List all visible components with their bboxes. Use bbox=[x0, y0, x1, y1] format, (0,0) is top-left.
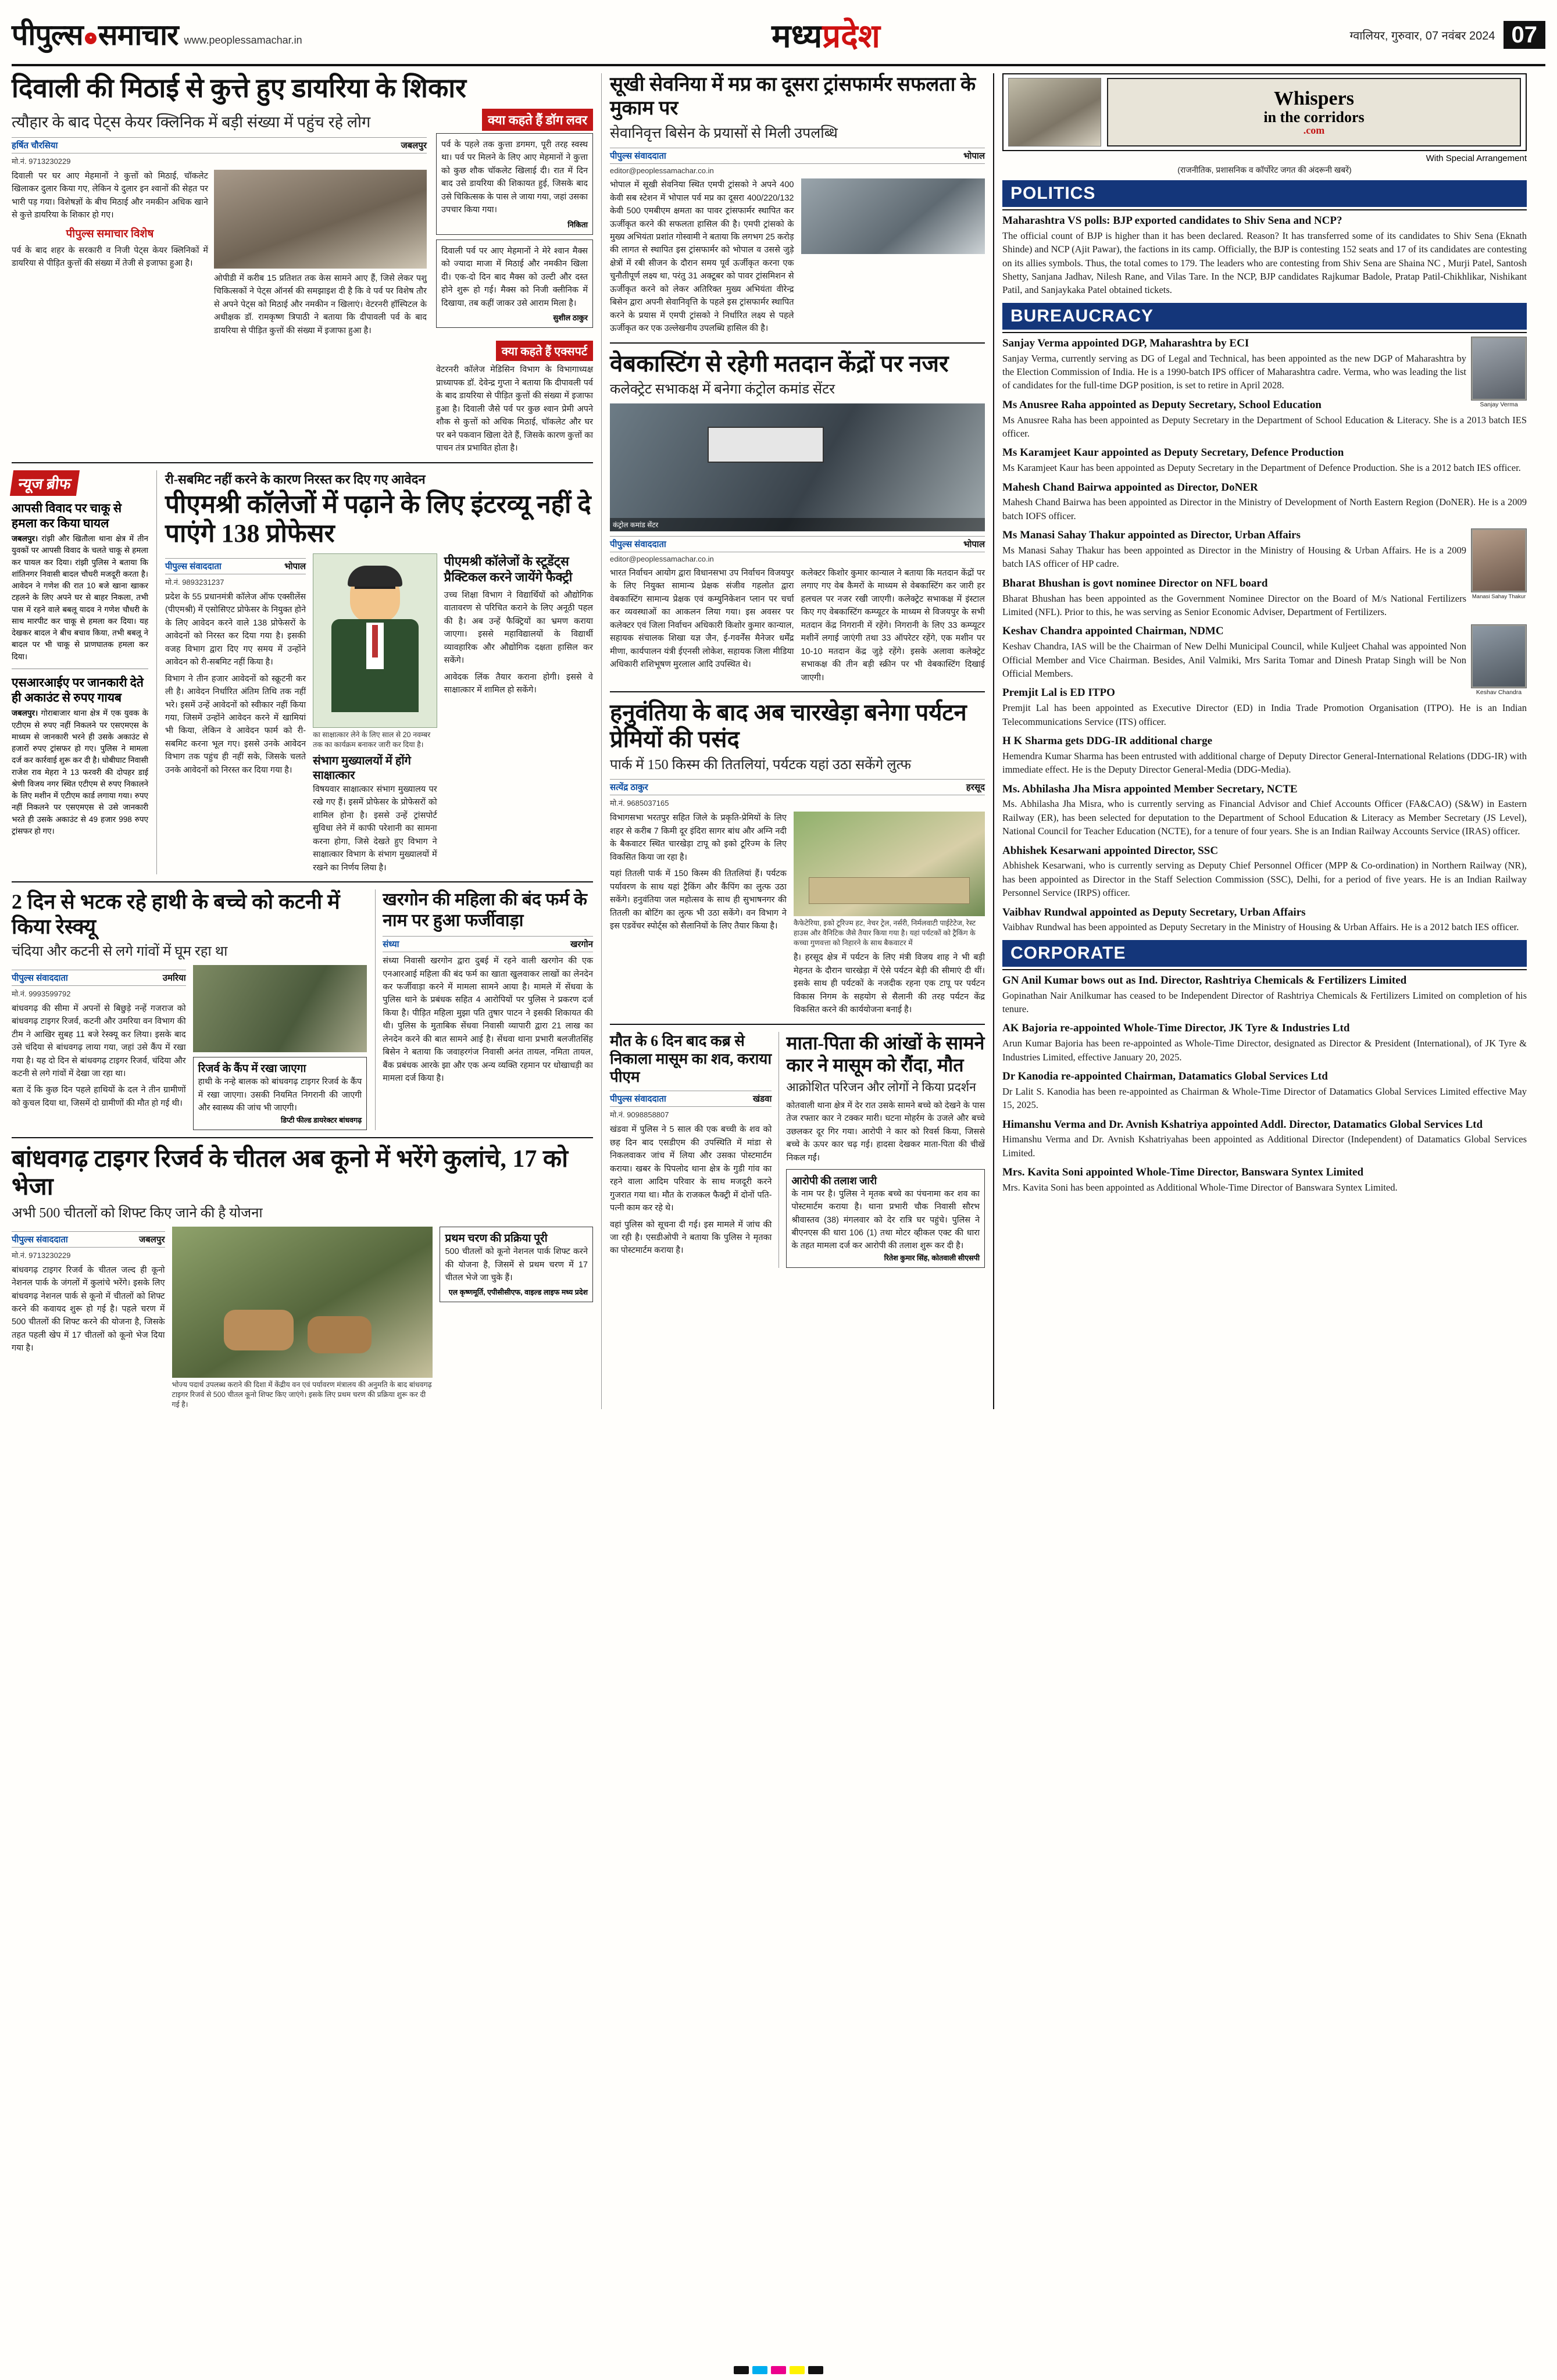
section-politics-flag: POLITICS bbox=[1002, 180, 1527, 207]
expert-box-title: क्या कहते हैं एक्सपर्ट bbox=[496, 341, 593, 361]
brief-1-text: रांझी और खितौला थाना क्षेत्र में तीन युवकों पर आपसी विवाद के चलते चाकू से हमला कर घायल कर दिया। रांझी पुलिस ने बताया कि शांतिनगर निवासी बादल चौधरी मजदूरी करता है। आवेदन ने गणेश की रात 10 बजे खाना खाकर टहलने के लिए अपने घर से बाहर निकला, तभी पास में रहने वाले बबलू यादव ने गणेश चौधरी के साथ मारपीट कर चाकू से हमला कर दिया। यह देखकर बादल ने बीच बचाव किया, तभी बबलू ने बादल पर भी चाकू से प्राणघातक हमला कर दिया। bbox=[12, 534, 148, 661]
corporate-item-2-body: Dr Lalit S. Kanodia has been re-appointed as Chairman & Whole-Time Director of Datamatics Global Services Limited effective May 15, 2025. bbox=[1002, 1085, 1527, 1111]
cheetal-para-1: बांधवगढ़ टाइगर रिजर्व के चीतल जल्द ही कूनो नेशनल पार्क के जंगलों में कुलांचे भरेंगे। इसके लिए बांधवगढ़ नेशनल पार्क से कूनो में चीतलों को शिफ्ट करने की कवायद शुरू हो गई है। पहले चरण में 500 चीतलों की शिफ्ट करने की योजना है, जिसके तहत पहली खेप में 17 चीतलों को कूनो भेज दिया गया है। bbox=[12, 1265, 165, 1353]
hanuwantiya-photo bbox=[794, 812, 985, 916]
bureaucracy-item-9-body: Ms. Abhilasha Jha Misra, who is currently serving as Financial Advisor and Chief Accounts Officer (FA&CAO) (S&W) in Eastern Railway (ER), has been selected for deputation to the Department of School Education & Literacy as Member Secretary (JS Level), National Council for Teacher Education (NCTE), for a tenure of four years. She is an Indian Railway Accounts Service (IRAS) officer. bbox=[1002, 798, 1527, 837]
brief-1-location: जबलपुर। bbox=[12, 534, 38, 544]
webcasting-photo bbox=[610, 403, 985, 531]
corporate-item bbox=[1002, 1166, 1527, 1194]
expert-box-text: वेटरनरी कॉलेज मेडिसिन विभाग के विभागाध्यक्ष प्राध्यापक डॉ. देवेन्द्र गुप्ता ने बताया कि दीपावली पर्व के बाद डायरिया से पीड़ित कुत्तों की संख्या में इजाफा हुआ है। दिवाली जैसे पर्व पर कुछ श्वान प्रेमी अपने शौक से कुत्तों को अधिक मिठाई, चॉकलेट और घर पर बने पकवान खिला देते हैं, जिसके कारण कुत्तों का पाचन तंत्र प्रभावित होता है। bbox=[436, 365, 593, 453]
edition-title-part1: मध्य bbox=[772, 19, 823, 55]
sevaniya-email[interactable]: editor@peoplessamachar.co.in bbox=[610, 166, 714, 176]
bureaucracy-item bbox=[1002, 782, 1527, 838]
webcasting-photo-caption: कंट्रोल कमांड सेंटर bbox=[610, 518, 985, 531]
hanuwantiya-contact: मो.नं. 9685037165 bbox=[610, 799, 669, 808]
pmshri-side-text: उच्च शिक्षा विभाग ने विद्यार्थियों को औद्योगिक वातावरण से परिचित कराने के लिए अनूठी पहल की है। अब उन्हें फैक्ट्रियों का भ्रमण कराया जाएगा। इससे महाविद्यालयों के विद्यार्थी व्यावहारिक और औद्योगिक दक्षता हासिल कर सकेंगे। bbox=[444, 590, 593, 666]
bureaucracy-item-2-body: Ms Karamjeet Kaur has been appointed as Deputy Secretary in the Department of Defence Production. She is a 2012 batch IES officer. bbox=[1002, 462, 1521, 474]
sevaniya-byline-location: भोपाल bbox=[963, 151, 985, 162]
corporate-item bbox=[1002, 1070, 1527, 1112]
article-hanuwantiya[interactable] bbox=[610, 699, 985, 1017]
corporate-item bbox=[1002, 974, 1527, 1016]
bureaucracy-item-3-body: Mahesh Chand Bairwa has been appointed as Director in the Ministry of Development of North Eastern Region (DoNER). He is a 2009 batch IOFS officer. bbox=[1002, 496, 1527, 521]
hanuwantiya-para-3: है। हरसूद क्षेत्र में पर्यटन के लिए मंत्री विजय शाह ने भी बड़ी मेहनत के दौरान चारखेड़ा में ऐसे पर्यटन बेड़ी की सीमाएं दी थीं। इसके साथ ही पर्यटकों के नजदीक रहना एक टापू पर पर्यटन विकास निगम के सहयोग से सैलानी की तरह पर्यटन केंद्र विकसित करने की कार्ययोजना बनाई है। bbox=[793, 953, 985, 1015]
masoom-para-2: वहां पुलिस को सूचना दी गई। इस मामले में जांच की जा रही है। एसडीओपी ने बताया कि पुलिस ने मृतका का पोस्टमार्टम कराया है। bbox=[610, 1220, 772, 1256]
bureaucracy-item-11-body: Vaibhav Rundwal has been appointed as Deputy Secretary in the Ministry of Housing & Urban Affairs. He is a 2012 batch IES officer. bbox=[1002, 921, 1519, 933]
elephant-para-2: बता दें कि कुछ दिन पहले हाथियों के दल ने तीन ग्रामीणों को कुचल दिया था, जिसमें दो ग्रामीणों की मौत हो गई थी। bbox=[12, 1085, 186, 1108]
corporate-item-2-head: Dr Kanodia re-appointed Chairman, Datamatics Global Services Ltd bbox=[1002, 1070, 1328, 1083]
cheetal-contact: मो.नं. 9713230229 bbox=[12, 1250, 71, 1260]
pmshri-headline: पीएमश्री कॉलेजों में पढ़ाने के लिए इंटरव्यू नहीं दे पाएंगे 138 प्रोफेसर bbox=[165, 489, 591, 548]
cheetal-headline: बांधवगढ़ टाइगर रिजर्व के चीतल अब कूनो में भरेंगे कुलांचे, 17 को भेजा bbox=[12, 1145, 569, 1201]
hanuwantiya-headline: हनुवंतिया के बाद अब चारखेड़ा बनेगा पर्यटन प्रेमियों की पसंद bbox=[610, 699, 967, 753]
website-url[interactable]: www.peoplessamachar.in bbox=[184, 34, 302, 46]
webcasting-byline bbox=[610, 536, 985, 552]
doglover-box-text: पर्व के पहले तक कुत्ता डगमग, पूरी तरह स्वस्थ था। पर्व पर मिलने के लिए आए मेहमानों ने कुत्ता को कुछ शौक चॉकलेट खिलाई दी। रात में दिन बाद उसे डायरिया की शिकायत हुई, जिसके बाद उसे चिकित्सक के पास ले जाया गया, जहां उसका उपचार किया गया। bbox=[441, 140, 588, 215]
pmshri-byline-name: पीपुल्स संवाददाता bbox=[165, 561, 222, 571]
article-webcasting[interactable] bbox=[610, 351, 985, 684]
bureaucracy-item-9-head: Ms. Abhilasha Jha Misra appointed Member Secretary, NCTE bbox=[1002, 782, 1298, 795]
article-lead-diarrhea[interactable] bbox=[12, 73, 593, 455]
corporate-item-3-head: Himanshu Verma and Dr. Avnish Kshatriya appointed Addl. Director, Datamatics Global Services Ltd bbox=[1002, 1118, 1483, 1131]
article-elephant[interactable] bbox=[12, 889, 367, 1130]
logo-left: पीपुल्स bbox=[12, 19, 83, 51]
elephant-headline: 2 दिन से भटक रहे हाथी के बच्चे को कटनी में किया रेस्क्यू bbox=[12, 890, 340, 939]
article-sevaniya[interactable] bbox=[610, 73, 985, 335]
doglover-author2: सुशील ठाकुर bbox=[553, 313, 588, 323]
logo-right: समाचार bbox=[98, 19, 178, 51]
khargone-para-1: संध्या निवासी खरगोन द्वारा दुबई में रहने वाली खरगोन की एक एनआरआई महिला की बंद फर्म का खाता खुलवाकर लाखों का लेनदेन कर फर्जीवाड़ा करने में मामला सामने आया है। मामले में सेंधवा के पुलिस थाने के प्रबंधक सहित 4 आरोपियों पर पुलिस ने प्रकरण दर्ज किया है। पीड़ित महिला मुझा पति तुषार पाटन ने इसकी शिकायत की थी। पुलिस के मुताबिक सेंधवा निवासी व्यापारी द्वारा 21 लाख का लेनदेन करने की बात सामने आई है। सेंधवा थाना प्रभारी बलजीतसिंह बिसेन ने बताया कि जवाहरगंज निवासी अनंत तायल, नमिता तायल, बैंक प्रबंधक आरके झा और एक अन्य व्यक्ति रहमान पर धोखाधड़ी का मामला दर्ज किया है। bbox=[383, 956, 593, 1084]
lead-contact: मो.नं. 9713230229 bbox=[12, 156, 71, 166]
bureaucracy-item bbox=[1002, 906, 1527, 934]
bureaucracy-item-6-caption: Keshav Chandra bbox=[1476, 689, 1522, 696]
bureaucracy-item bbox=[1002, 577, 1527, 619]
brief-1-body bbox=[12, 533, 148, 663]
pmshri-sub2-head: संभाग मुख्यालयों में होंगे साक्षात्कार bbox=[313, 754, 411, 782]
corporate-item-0-body: Gopinathan Nair Anilkumar has ceased to be Independent Director of Rashtriya Chemicals & Fertilizers Limited on completion of his tenure. bbox=[1002, 989, 1527, 1014]
bureaucracy-item-5-head: Bharat Bhushan is govt nominee Director on NFL board bbox=[1002, 577, 1268, 589]
logo-dot-icon: • bbox=[85, 33, 97, 44]
pmshri-kicker: री-सबमिट नहीं करने के कारण निरस्त कर दिए गए आवेदन bbox=[165, 471, 426, 487]
whispers-logo-line2: in the corridors bbox=[1263, 108, 1365, 126]
pmshri-side-head: पीएमश्री कॉलेजों के स्टूडेंट्स प्रैक्टिकल करने जायेंगे फैक्ट्री bbox=[444, 553, 573, 585]
avatar bbox=[1471, 337, 1527, 408]
sevaniya-para-1: भोपाल में सूखी सेवनिया स्थित एमपी ट्रांसको ने अपने 400 केवी सब स्टेशन में भोपाल पर्व मप्र का दूसरा 400/220/132 केवी 500 एमबीएम क्षमता का पावर ट्रांसफार्मर स्थापित कर ऊर्जीकृत करने की सफलता हासिल की है। एमपी ट्रांसको के मुख्य अभियंता प्रशांत गोस्वामी ने बताया कि लगभग 25 करोड़ की लागत से स्थापित इस ट्रांसफार्मर को भोपाल व उससे जुड़े क्षेत्रों में रबी सीजन के दौरान समय पूर्व ऊर्जीकृत करना एक चुनौतीपूर्ण लक्ष्य था, परंतु 31 अक्टूबर को पावर ट्रांसमिशन से ऊर्जीकृत करने को लेकर अतिरिक्त मुख्य अभियंता वीरेन्द्र बिसेन द्वारा अपनी सेवानिवृत्ति के पहले इस ट्रांसफार्मर स्थापित करने के प्रयास में एमपी ट्रांसको ने निर्धारित लक्ष्य से पहले ऊर्जीकृत कर एक उल्लेखनीय उपलब्धि हासिल की है। bbox=[610, 180, 794, 334]
brief-2-body bbox=[12, 707, 148, 837]
lead-special-tag: पीपुल्स समाचार विशेष bbox=[66, 227, 154, 240]
bureaucracy-item-7-head: Premjit Lal is ED ITPO bbox=[1002, 687, 1115, 699]
pmshri-caricature bbox=[313, 553, 437, 728]
doglover-author: निकिता bbox=[567, 220, 588, 229]
hanuwantiya-para-1: विभागसभा भरतपुर सहित जिले के प्रकृति-प्रेमियों के लिए शहर से करीब 7 किमी दूर इंदिरा सागर बांध और अग्नि नदी के बैकवाटर स्थित चारखेड़ा टापू को इको टूरिज्म के लिए विकसित किया जा रहा है। bbox=[610, 813, 787, 862]
article-masoom[interactable] bbox=[610, 1032, 772, 1268]
dateline: ग्वालियर, गुरुवार, 07 नवंबर 2024 bbox=[1349, 29, 1495, 42]
cheetal-sub-text: 500 चीतलों को कूनो नेशनल पार्क शिफ्ट करने की योजना है, जिसमें से प्रथम चरण में 17 चीतल भेजे जा चुके हैं। bbox=[445, 1247, 588, 1283]
bureaucracy-item-1-head: Ms Anusree Raha appointed as Deputy Secretary, School Education bbox=[1002, 398, 1322, 411]
bureaucracy-item-5-body: Bharat Bhushan has been appointed as the Government Nominee Director on the Board of M/s National Fertilizers Limited (NFL). Prior to this, he was serving as Senior Economic Adviser, Department of Fertilizers. bbox=[1002, 592, 1466, 617]
pmshri-para-1: प्रदेश के 55 प्रधानमंत्री कॉलेज ऑफ एक्सीलेंस (पीएमश्री) में एसोसिएट प्रोफेसर के नियुक्त होने के लिए आवेदन करने वाले 138 प्रोफेसरों के आवेदनों को निरस्त कर दिया गया है। इसकी वजह विभाग द्वारा दिए गए समय में उन्होंने आवेदन को री-सबमिट नहीं किया है। bbox=[165, 592, 306, 667]
column-right bbox=[993, 73, 1527, 1409]
hanuwantiya-photo-caption: कैफेटेरिया, इको टूरिज्म हट, नेचर ट्रेल, नर्सरी, निर्मलवाटी पाईटेटेज, रेस्ट हाउस और वैनिटिक जैसे तैयार किया गया है। यहां पर्यटकों को ट्रैकिंग के कच्चा गुणवत्ता को निहारने के साथ बैकवाटर में bbox=[793, 919, 976, 948]
politics-item-0-body: The official count of BJP is higher than it has been declared. Reason? It has transferred some of its candidates to Shiv Sena (Eknath Shinde) and NCP (Ajit Pawar), the factions in its camp. Officially, the BJP is contesting 152 seats and 17 of its candidates are contesting on its allies symbols. Thus, the total comes to 179. The leaders who are contesting from Shiv Sena are Shaina NC , Murji Patel, Santosh Shetty, Sanjana Jadhav, Nilesh Rane, and Vilas Tare. In the NCP, BJP candidates Rajkumar Badole, Pratap Patil-Chikhlikar, Nishikant Patil, and Sanjaykaka Patel obtained tickets. bbox=[1002, 230, 1527, 296]
webcasting-para-2: कलेक्टर किशोर कुमार कान्याल ने बताया कि मतदान केंद्रों पर लगाए गए वेब कैमरों के माध्यम से वेबकास्टिंग कर जारी हर हलचल पर नजर रखी जाएगी। कलेक्ट्रेट सभाकक्ष में इंस्टाल किए गए वेबकास्टिंग कम्प्यूटर के माध्यम से विजयपुर के सभी मतदान केंद्र निगरानी में रहेंगे। निगरानी के लिए 33 कम्प्यूटर मशीनें लगाई जाएंगी तथा 33 ऑपरेटर रहेंगे, एक मशीन पर 10-10 मतदान केंद्र जुड़े रहेंगे। इसके अलावा कलेक्ट्रेट सभाकक्ष की तीन बड़ी स्क्रीन पर भी वेबकास्टिंग दिखाई जाएगी। bbox=[801, 568, 985, 682]
webcasting-headline: वेबकास्टिंग से रहेगी मतदान केंद्रों पर नजर bbox=[610, 350, 949, 377]
bureaucracy-item-10-head: Abhishek Kesarwani appointed Director, SSC bbox=[1002, 844, 1219, 857]
lead-photo bbox=[214, 170, 427, 269]
page-number: 07 bbox=[1504, 21, 1546, 49]
masthead bbox=[12, 10, 1545, 66]
bureaucracy-item-3-head: Mahesh Chand Bairwa appointed as Director, DoNER bbox=[1002, 481, 1258, 494]
sevaniya-byline bbox=[610, 148, 985, 164]
color-registration-bar bbox=[0, 2366, 1557, 2374]
hanuwantiya-byline-name: सत्येंद्र ठाकुर bbox=[610, 782, 648, 793]
bureaucracy-item-10-body: Abhishek Kesarwani, who is currently serving as Deputy Chief Personnel Officer (MPP & Co-ordination) in Northern Railway (NR), has been appointed as Director in the Staff Selection Commission (SSC), Delhi, for a period of five years. He is an Indian Railway Personnel Service (IRPS) officer. bbox=[1002, 860, 1527, 899]
avatar bbox=[1471, 624, 1527, 696]
whispers-photo bbox=[1008, 78, 1101, 146]
article-khargone[interactable] bbox=[375, 889, 593, 1130]
corporate-item-1-head: AK Bajoria re-appointed Whole-Time Director, JK Tyre & Industries Ltd bbox=[1002, 1022, 1350, 1035]
sevaniya-byline-name: पीपुल्स संवाददाता bbox=[610, 151, 666, 162]
webcasting-byline-location: भोपाल bbox=[963, 539, 985, 549]
bureaucracy-item bbox=[1002, 398, 1527, 441]
cheetal-byline-location: जबलपुर bbox=[138, 1234, 165, 1245]
cheetal-sub-author: एल कृष्णमूर्ति, एपीसीसीएफ, वाइल्ड लाइफ मध्य प्रदेश bbox=[448, 1288, 588, 1296]
pmshri-byline bbox=[165, 558, 306, 574]
whispers-arrangement-note: With Special Arrangement bbox=[1426, 153, 1527, 163]
masoom-headline: मौत के 6 दिन बाद कब्र से निकाला मासूम का शव, कराया पीएम bbox=[610, 1032, 772, 1086]
pmshri-para-2: विभाग ने तीन हजार आवेदनों को स्क्रूटनी कर ली है। आवेदन निर्धारित अंतिम तिथि तक नहीं भरे। इसमें उन्हें आवेदनों को स्वीकार नहीं किया गया, जिसमें उन्होंने आवेदन करने में खामियां भी किया, लेकिन वे आवेदन फार्म को री-सबमिट करना भूल गए। इससे उनके आवेदन विभाग तक पहुंच ही नहीं सके, जिसके चलते उनके आवेदनों को निरस्त कर दिया गया है। bbox=[165, 674, 306, 775]
corporate-item bbox=[1002, 1021, 1527, 1064]
sevaniya-headline: सूखी सेवनिया में मप्र का दूसरा ट्रांसफार्मर सफलता के मुकाम पर bbox=[610, 74, 976, 119]
politics-items bbox=[1002, 209, 1527, 297]
article-pmshri[interactable] bbox=[156, 470, 593, 874]
corporate-item-4-body: Mrs. Kavita Soni has been appointed as Additional Whole-Time Director of Banswara Syntex Limited. bbox=[1002, 1181, 1398, 1193]
politics-item-0-head: Maharashtra VS polls: BJP exported candidates to Shiv Sena and NCP? bbox=[1002, 215, 1342, 227]
masoom-byline-location: खंडवा bbox=[752, 1094, 772, 1105]
bureaucracy-item-4-head: Ms Manasi Sahay Thakur appointed as Director, Urban Affairs bbox=[1002, 529, 1301, 542]
bureaucracy-item bbox=[1002, 844, 1527, 900]
masthead-right bbox=[1349, 21, 1545, 49]
bureaucracy-item-4-body: Ms Manasi Sahay Thakur has been appointed as Director in the Ministry of Housing & Urban Affairs. He is a 2009 batch IAS officer of HP cadre. bbox=[1002, 544, 1466, 570]
whispers-logo bbox=[1107, 78, 1521, 146]
lead-headline: दिवाली की मिठाई से कुत्ते हुए डायरिया के शिकार bbox=[12, 73, 467, 103]
bureaucracy-item-4-caption: Manasi Sahay Thakur bbox=[1472, 594, 1526, 601]
corporate-item bbox=[1002, 1118, 1527, 1160]
corporate-item-3-body: Himanshu Verma and Dr. Avnish Kshatriyahas been appointed as Additional Director (Independent) of Datamatics Global Services Limited. bbox=[1002, 1134, 1527, 1159]
hanuwantiya-para-2: यहां तितली पार्क में 150 किस्म की तितलियां हैं। पर्यटक पर्यावरण के साथ यहां ट्रैकिंग और कैंपिंग का लुत्फ उठा सकेंगे। हनुवंतिया जल महोत्सव के साथ ही सुभाषनगर की तितली का बोटिंग का लुत्फ भी उठा सकेंगे। वन विभाग ने इस एडवेंचर स्पोर्ट्स को सैलानियों के लिए तैयार किया है। bbox=[610, 869, 787, 931]
elephant-subhead: चंदिया और कटनी से लगे गांवों में घूम रहा था bbox=[12, 944, 228, 960]
hanuwantiya-subhead: पार्क में 150 किस्म की तितलियां, पर्यटक यहां उठा सकेंगे लुत्फ bbox=[610, 757, 911, 773]
matapita-headline: माता-पिता की आंखों के सामने कार ने मासूम को रौंदा, मौत bbox=[786, 1032, 985, 1076]
corporate-item-0-head: GN Anil Kumar bows out as Ind. Director, Rashtriya Chemicals & Fertilizers Limited bbox=[1002, 974, 1407, 987]
webcasting-email[interactable]: editor@peoplessamachar.co.in bbox=[610, 554, 714, 563]
cheetal-photo bbox=[172, 1227, 433, 1378]
news-brief-section bbox=[12, 470, 148, 874]
sevaniya-subhead: सेवानिवृत्त बिसेन के प्रयासों से मिली उपलब्धि bbox=[610, 125, 838, 141]
cheetal-byline-name: पीपुल्स संवाददाता bbox=[12, 1234, 68, 1245]
khargone-byline-location: खरगोन bbox=[570, 939, 593, 950]
lead-byline bbox=[12, 137, 427, 153]
matapita-subhead: आक्रोशित परिजन और लोगों ने किया प्रदर्शन bbox=[786, 1080, 976, 1095]
cheetal-sub-head: प्रथम चरण की प्रक्रिया पूरी bbox=[445, 1232, 548, 1245]
bureaucracy-item-6-body: Keshav Chandra, IAS will be the Chairman of New Delhi Municipal Council, while Kuljeet Chahal was appointed Non Official Member and Vice Chairman. Besides, Anil Valmiki, Mrs Sarita Tomar and Dinesh Pratap Singh will be Non Official Members. bbox=[1002, 641, 1466, 680]
elephant-byline-location: उमरिया bbox=[162, 973, 186, 983]
hanuwantiya-byline bbox=[610, 779, 985, 795]
publication-logo bbox=[12, 20, 302, 49]
column-middle bbox=[601, 73, 985, 1409]
webcasting-byline-name: पीपुल्स संवाददाता bbox=[610, 539, 666, 549]
cheetal-subhead: अभी 500 चीतलों को शिफ्ट किए जाने की है योजना bbox=[12, 1206, 263, 1221]
bureaucracy-item bbox=[1002, 481, 1527, 523]
masoom-contact: मो.नं. 9098858807 bbox=[610, 1110, 669, 1120]
section-bureaucracy-flag: BUREAUCRACY bbox=[1002, 303, 1527, 330]
elephant-para-1: बांधवगढ़ की सीमा में अपनों से बिछुड़े नन्हें गजराज को बांधवगढ़ टाइगर रिजर्व, कटनी और उमरिया वन विभाग की टीम ने आखिर सुबह 11 बजे रेस्क्यू कर लिया। इसके बाद उसे चंदिया से बांधवगढ़ लाया गया, जहां उसे कैंप में रखा गया है। यह दो दिन से बांधवगढ़ टाइगर रिजर्व, चंदिया और कटनी से लगे गांवों में देखा जा रहा था। bbox=[12, 1003, 186, 1078]
sevaniya-photo bbox=[801, 178, 985, 254]
doglover-box2-text: दिवाली पर्व पर आए मेहमानों ने मेरे श्वान मैक्स को ज्यादा माजा में मिठाई और नमकीन खिला दी। एक-दो दिन बाद मैक्स को उल्टी और दस्त होने शुरू हो गई। मैक्स को निजी क्लीनिक में दिखाया, तब कहीं जाकर उसे आराम मिला है। bbox=[441, 246, 588, 308]
bureaucracy-item bbox=[1002, 686, 1527, 728]
elephant-photo bbox=[193, 965, 367, 1052]
cheetal-photo-caption: भोज्य पदार्थ उपलब्ध कराने की दिशा में केंद्रीय वन एवं पर्यावरण मंत्रालय की अनुमति के बाद बांधवगढ़ टाइगर रिजर्व से 500 चीतल कूनो शिफ्ट किए जाएंगे। इसके लिए प्रथम चरण की प्रक्रिया शुरू कर दी गई है। bbox=[172, 1380, 432, 1409]
elephant-byline-name: पीपुल्स संवाददाता bbox=[12, 973, 68, 983]
lead-para-3: ओपीडी में करीब 15 प्रतिशत तक केस सामने आए हैं, जिसे लेकर पशु चिकित्सकों ने पेट्स ऑनर्स की समझाइश दी है कि वे पर्व पर विशेष तौर से अपने पेट्स को मिठाई और नमकीन न खिलाएं। वेटरनरी हॉस्पिटल के अधीक्षक डॉ. रामकृष्ण त्रिपाठी ने बताया कि दीपावली पर्व के बाद डायरिया से पीड़ित कुत्तों की संख्या में इजाफा हुआ है। bbox=[213, 273, 427, 335]
bureaucracy-item bbox=[1002, 734, 1527, 777]
khargone-byline bbox=[383, 936, 593, 952]
corporate-item-1-body: Arun Kumar Bajoria has been re-appointed as Whole-Time Director, designated as Director & President (International), of JK Tyre & Industries Limited, effective January 20, 2025. bbox=[1002, 1038, 1527, 1063]
corporate-item-4-head: Mrs. Kavita Soni appointed Whole-Time Director, Banswara Syntex Limited bbox=[1002, 1166, 1364, 1179]
whispers-logo-line3: .com bbox=[1303, 124, 1325, 137]
bureaucracy-item-2-head: Ms Karamjeet Kaur appointed as Deputy Secretary, Defence Production bbox=[1002, 446, 1344, 459]
lead-subhead: त्यौहार के बाद पेट्स केयर क्लिनिक में बड़ी संख्या में पहुंच रहे लोग bbox=[12, 113, 371, 131]
bureaucracy-item-0-head: Sanjay Verma appointed DGP, Maharashtra by ECI bbox=[1002, 337, 1249, 349]
bureaucracy-item-6-head: Keshav Chandra appointed Chairman, NDMC bbox=[1002, 625, 1224, 638]
article-cheetal[interactable] bbox=[12, 1145, 593, 1409]
khargone-byline-name: संध्या bbox=[383, 939, 399, 950]
lead-para-1: दिवाली पर घर आए मेहमानों ने कुत्तों को मिठाई, चॉकलेट खिलाकर दुलार किया गए, लेकिन ये दुलार इन श्वानों की सेहत पर भारी पड़ गया। विशेषज्ञों के बीच मिठाई और नमकीन अधिक खाने से कुत्ते डायरिया के शिकार हो गए। bbox=[12, 171, 208, 220]
pmshri-sub3-text: आवेदक लिंक तैयार कराना होगी। इससे वे साक्षात्कार में शामिल हो सकेंगे। bbox=[444, 672, 593, 695]
edition-title-part2: प्रदेश bbox=[822, 19, 880, 55]
bureaucracy-item-11-head: Vaibhav Rundwal appointed as Deputy Secretary, Urban Affairs bbox=[1002, 906, 1306, 919]
khargone-headline: खरगोन की महिला की बंद फर्म के नाम पर हुआ फर्जीवाड़ा bbox=[383, 890, 587, 931]
whispers-banner[interactable] bbox=[1002, 73, 1527, 151]
corporate-items bbox=[1002, 969, 1527, 1195]
matapita-sub-text: के नाम पर है। पुलिस ने मृतक बच्चे का पंचनामा कर शव का पोस्टमार्टम कराया है। थाना प्रभारी चौक निवासी सौरभ श्रीवास्तव (38) मंगलवार को देर रात्रि घर पहुंचे। पुलिस ने बीएनएस की धारा 106 (1) तथा मोटर व्हीकल एक्ट की धारा के तहत मामला दर्ज कर आरोपी की तलाश शुरू कर दी है। bbox=[791, 1189, 980, 1251]
matapita-sub-author: रितेश कुमार सिंह, कोतवाली सीएसपी bbox=[884, 1253, 980, 1262]
matapita-sub-head: आरोपी की तलाश जारी bbox=[791, 1175, 877, 1187]
bureaucracy-item-0-body: Sanjay Verma, currently serving as DG of Legal and Technical, has been appointed as the new DGP of Maharashtra by the Election Commission of India. He is a 1990-batch IPS officer of Maharashtra cadre. Verma, who was leading the list of candidates for the full-time DGP position, is set to retire in April 2028. bbox=[1002, 352, 1466, 391]
bureaucracy-items bbox=[1002, 332, 1527, 934]
webcasting-para-1: भारत निर्वाचन आयोग द्वारा विधानसभा उप निर्वाचन विजयपुर के लिए नियुक्त सामान्य प्रेक्षक संजीव गहलोत द्वारा वेबकास्टिंग सामान्य प्रेक्षक एवं कम्युनिकेशन प्लान पर चर्चा कर व्यवस्थाओं का आकलन लिया गया। इस अवसर पर कलेक्टर एवं जिला निर्वाचन अधिकारी किशोर कुमार कान्याल, सहायक संचालक शिखा यज्ञ जैन, ई-गवर्नेंस मैनेजर धर्मेंद्र मीणा, कार्यपालन यंत्री ईएनसी लोकेश, सहायक जिला मीडिया अधिकारी शशिभूषण मुरलाल आदि उपस्थित थे। bbox=[610, 568, 794, 670]
whispers-subtitle: (राजनीतिक, प्रशासनिक व कॉर्पोरेट जगत की अंदरूनी खबरें) bbox=[1177, 165, 1352, 174]
pmshri-caricature-caption: का साक्षात्कार लेने के लिए साल से 20 नवम्बर तक का कार्यक्रम बनाकर जारी कर दिया है। bbox=[313, 730, 431, 749]
avatar bbox=[1471, 528, 1527, 601]
masoom-byline bbox=[610, 1091, 772, 1107]
webcasting-subhead: कलेक्ट्रेट सभाकक्ष में बनेगा कंट्रोल कमांड सेंटर bbox=[610, 381, 835, 397]
matapita-para-1: कोतवाली थाना क्षेत्र में देर रात उसके सामने बच्चे को देखने के पास तेज रफ्तार कार ने टक्कर मारी। घटना मोहर्रम के उजले और बच्चे उछलकर दूर गिर गया। आरोपी ने कार को रिवर्स किया, जिससे बच्चे के ऊपर कार चढ़ गई। हादसा देखकर माता-पिता की चीखें निकल गईं। bbox=[786, 1100, 985, 1163]
lead-byline-name: हर्षित चौरसिया bbox=[12, 140, 58, 151]
brief-2-text: गोराबाजार थाना क्षेत्र में एक युवक के एटीएम से रुपए नहीं निकलने पर एसएमएस के माध्यम से जानकारी भरने ही उसके अकाउंट से हजारों रुपए ट्रांसफर हो गए। पुलिस ने मामला दर्ज कर कार्रवाई शुरू कर दी है। धोबीघाट निवासी राजेश राव मेहरा ने 13 फरवरी की दोपहर डाई श्रेणी विजय नगर स्थित एटीएम से रुपए निकालने के लिए मशीन में एटीएम कार्ड लगाया गया। रुपए नहीं निकलने पर एसएमएस से उसे जानकारी भरते ही उसके अकाउंट से 49 हजार 998 रुपए ट्रांसफर हो गए। bbox=[12, 709, 148, 835]
section-corporate-flag: CORPORATE bbox=[1002, 940, 1527, 967]
brief-1-headline: आपसी विवाद पर चाकू से हमला कर किया घायल bbox=[12, 501, 122, 530]
pmshri-byline-location: भोपाल bbox=[284, 561, 306, 571]
elephant-sub-head: रिजर्व के कैंप में रखा जाएगा bbox=[198, 1062, 306, 1075]
cheetal-byline bbox=[12, 1231, 165, 1248]
column-left bbox=[12, 73, 593, 1409]
bureaucracy-item-8-body: Hemendra Kumar Sharma has been entrusted with additional charge of Deputy Director General-International Relations (DDG-IR) with immediate effect. He is the Deputy Director General-Media (DDG-Media). bbox=[1002, 750, 1527, 776]
bureaucracy-item-8-head: H K Sharma gets DDG-IR additional charge bbox=[1002, 735, 1212, 748]
pmshri-contact: मो.नं. 9893231237 bbox=[165, 577, 224, 587]
edition-title bbox=[302, 13, 1350, 57]
masoom-para-1: खंडवा में पुलिस ने 5 साल की एक बच्ची के शव को छह दिन बाद एसडीएम की उपस्थिति में मांडा से निकलवाकर जांच में लिया और उसका पोस्टमार्टम कराया। खबर के पिपलोद थाना क्षेत्र के गुडी गांव का रहने वाला आदिम परिवार के साथ मजदूरी करने गुजरात गया था। मौत के राजकल फैक्ट्री में दोनों पति-पत्नी काम कर रहे थे। bbox=[610, 1125, 772, 1213]
masoom-byline-name: पीपुल्स संवाददाता bbox=[610, 1094, 666, 1105]
elephant-contact: मो.नं. 9993599792 bbox=[12, 989, 71, 998]
news-brief-flag: न्यूज ब्रीफ bbox=[10, 470, 80, 496]
elephant-sub-author: डिप्टी फील्ड डायरेक्टर बांधवगढ़ bbox=[280, 1116, 362, 1124]
article-matapita[interactable] bbox=[779, 1032, 985, 1268]
hanuwantiya-byline-location: हरसूद bbox=[966, 782, 985, 793]
lead-para-2: पर्व के बाद शहर के सरकारी व निजी पेट्स केयर क्लिनिकों में डायरिया से पीड़ित कुत्तों की संख्या में तेजी से इजाफा हुआ है। bbox=[12, 245, 208, 269]
doglover-box-title: क्या कहते हैं डॉग लवर bbox=[482, 109, 593, 131]
bureaucracy-item-7-body: Premjit Lal has been appointed as Executive Director (ED) in India Trade Promotion Organisation (ITPO). He is an Indian Telecommunications Service (ITS) officer. bbox=[1002, 702, 1527, 727]
brief-2-location: जबलपुर। bbox=[12, 709, 38, 718]
bureaucracy-item-1-body: Ms Anusree Raha has been appointed as Deputy Secretary in the Department of School Education & Literacy. She is a 2013 batch IES officer. bbox=[1002, 414, 1527, 439]
page-content bbox=[12, 73, 1545, 1409]
pmshri-sub2-text: विषयवार साक्षात्कार संभाग मुख्यालय पर रखे गए हैं। इसमें प्रोफेसर के प्रोफेसरों को शामिल होना है। इससे उन्हें ट्रांसपोर्ट सुविधा लेने में काफी परेशानी का सामना करना होगा, जिसे देखते हुए विभाग ने साक्षात्कार विभाग के संभाग मुख्यालयों में रखने का निर्णय लिया है। bbox=[313, 784, 437, 873]
elephant-byline bbox=[12, 970, 186, 986]
brief-2-headline: एसआरआईए पर जानकारी देते ही अकाउंट से रुपए गायब bbox=[12, 675, 144, 705]
bureaucracy-item-0-caption: Sanjay Verma bbox=[1480, 401, 1518, 408]
whispers-logo-line1: Whispers bbox=[1274, 88, 1354, 110]
lead-byline-location: जबलपुर bbox=[401, 140, 427, 151]
bureaucracy-item bbox=[1002, 446, 1527, 474]
elephant-sub-text: हाथी के नन्हे बालक को बांधवगढ़ टाइगर रिजर्व के कैंप में रखा जाएगा। उसकी नियमित निगरानी की जाएगी और स्वास्थ्य की जांच भी जाएगी। bbox=[198, 1077, 362, 1113]
